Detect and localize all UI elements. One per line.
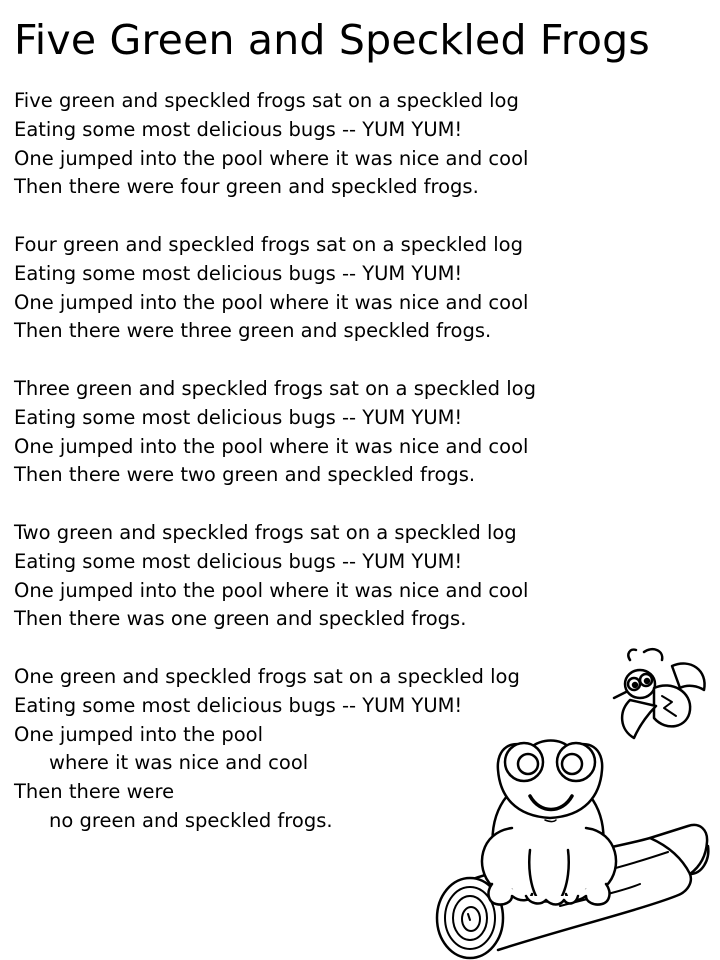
- lyric-line: Then there were four green and speckled frogs.: [14, 175, 479, 199]
- lyric-line: Five green and speckled frogs sat on a speckled log: [14, 89, 519, 112]
- lyric-line: Eating some most delicious bugs -- YUM YUM!: [14, 405, 463, 429]
- verse: [14, 375, 704, 490]
- lyric-line: no green and speckled frogs.: [49, 808, 333, 832]
- lyric-line: One jumped into the pool where it was nice and cool: [14, 146, 529, 170]
- verse: [14, 519, 704, 634]
- lyric-line: Three green and speckled frogs sat on a speckled log: [14, 376, 536, 400]
- lyric-line: Two green and speckled frogs sat on a speckled log: [14, 520, 517, 544]
- bug-icon: [614, 649, 705, 738]
- frog-illustration: [430, 640, 720, 960]
- lyric-line: Eating some most delicious bugs -- YUM YUM!: [14, 549, 463, 573]
- lyric-line: Then there were two green and speckled frogs.: [14, 463, 476, 487]
- lyric-line: Then there was one green and speckled frogs.: [14, 607, 467, 631]
- page-title: Five Green and Speckled Frogs: [14, 16, 650, 64]
- lyric-line: One jumped into the pool where it was nice and cool: [14, 578, 529, 602]
- verse: [14, 87, 704, 202]
- lyric-line: where it was nice and cool: [49, 751, 309, 775]
- lyric-line: Then there were three green and speckled frogs.: [14, 319, 492, 343]
- lyric-line: Then there were: [14, 780, 175, 804]
- lyric-line: One jumped into the pool where it was nice and cool: [14, 290, 529, 314]
- lyric-line: Eating some most delicious bugs -- YUM YUM!: [14, 261, 463, 285]
- frog-icon: [482, 741, 616, 905]
- lyric-line: Eating some most delicious bugs -- YUM YUM!: [14, 693, 463, 717]
- lyric-line: Eating some most delicious bugs -- YUM YUM!: [14, 117, 463, 141]
- lyric-line: Four green and speckled frogs sat on a speckled log: [14, 232, 523, 256]
- lyric-line: One green and speckled frogs sat on a speckled log: [14, 664, 520, 688]
- verse: [14, 231, 704, 346]
- lyric-line: One jumped into the pool where it was nice and cool: [14, 434, 529, 458]
- lyric-line: One jumped into the pool: [14, 722, 264, 746]
